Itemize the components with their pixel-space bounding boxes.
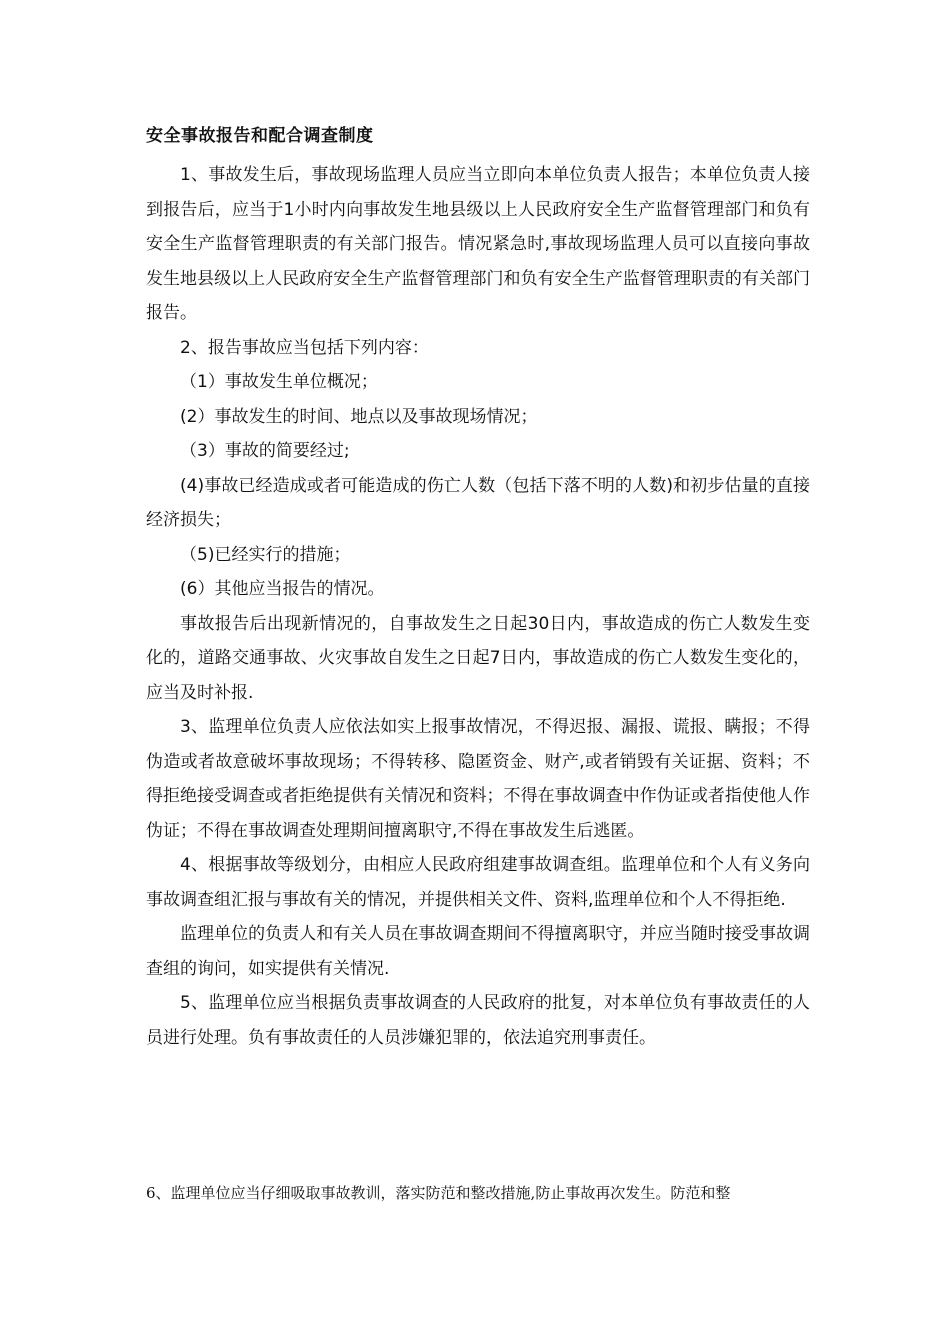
paragraph-1: 1、事故发生后，事故现场监理人员应当立即向本单位负责人报告；本单位负责人接到报告后，应当于1小时内向事故发生地县级以上人民政府安全生产监督管理部门和负有安全生产监督管理职责的有关部门报告。情况紧急时,事故现场监理人员可以直接向事故发生地县级以上人民政府安全生产监督管理部门和负有安全生产监督管理职责的有关部门报告。 [146, 165, 810, 323]
paragraph-2: 2、报告事故应当包括下列内容： [180, 337, 429, 358]
paragraph-4-supplement: 监理单位的负责人和有关人员在事故调查期间不得擅离职守，并应当随时接受事故调查组的询问，如实提供有关情况. [146, 924, 810, 979]
document-body [146, 158, 810, 1055]
list-item-6: (6）其他应当报告的情况。 [180, 579, 385, 599]
paragraph-3: 3、监理单位负责人应依法如实上报事故情况，不得迟报、漏报、谎报、瞒报；不得伪造或者故意破坏事故现场；不得转移、隐匿资金、财产,或者销毁有关证据、资料；不得拒绝接受调查或者拒绝提供有关情况和资料；不得在事故调查中作伪证或者指使他人作伪证；不得在事故调查处理期间擅离职守,不得在事故发生后逃匿。 [146, 717, 810, 841]
list-item-4: (4)事故已经造成或者可能造成的伤亡人数（包括下落不明的人数)和初步估量的直接经济损失； [146, 475, 810, 530]
list-item-1: （1）事故发生单位概况； [180, 372, 378, 392]
paragraph-5: 5、监理单位应当根据负责事故调查的人民政府的批复，对本单位负有事故责任的人员进行处理。负有事故责任的人员涉嫌犯罪的，依法追究刑事责任。 [146, 993, 810, 1048]
document-title: 安全事故报告和配合调查制度 [146, 126, 374, 146]
paragraph-6-partial: 6、监理单位应当仔细吸取事故教训，落实防范和整改措施,防止事故再次发生。防范和整 [146, 1184, 731, 1202]
list-item-5: （5)已经实行的措施； [180, 544, 351, 565]
paragraph-supplement: 事故报告后出现新情况的，自事故发生之日起30日内，事故造成的伤亡人数发生变化的，道路交通事故、火灾事故自发生之日起7日内，事故造成的伤亡人数发生变化的，应当及时补报. [146, 613, 810, 703]
list-item-2: (2）事故发生的时间、地点以及事故现场情况； [180, 406, 538, 427]
list-item-3: （3）事故的简要经过; [180, 441, 350, 461]
paragraph-4: 4、根据事故等级划分，由相应人民政府组建事故调查组。监理单位和个人有义务向事故调查组汇报与事故有关的情况，并提供相关文件、资料,监理单位和个人不得拒绝. [146, 855, 810, 910]
